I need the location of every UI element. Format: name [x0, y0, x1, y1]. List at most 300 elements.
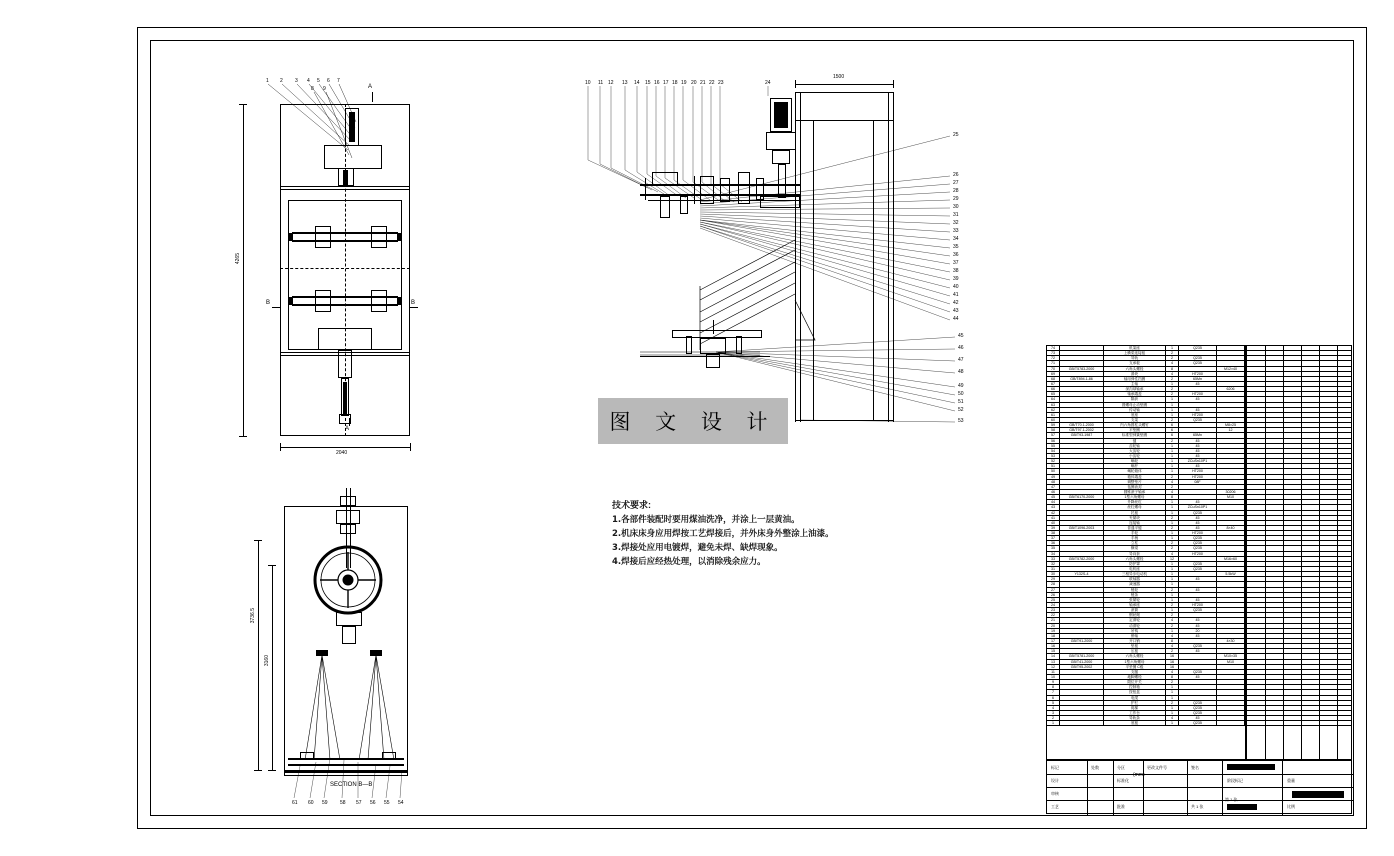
bom-cell-qty: 2 [1166, 541, 1179, 545]
bom-cell-qty: 1 [1166, 711, 1179, 715]
bom-cell-mat: Q235 [1179, 562, 1217, 566]
bom-cell-note [1217, 444, 1245, 448]
bom-cell-name: 减速器 [1104, 582, 1166, 586]
bom-cell-no: 25 [1047, 598, 1060, 602]
bom-cell-no: 35 [1047, 546, 1060, 550]
bom-cell-mat [1179, 593, 1217, 597]
elev-callout-46: 46 [958, 345, 964, 351]
bom-cell-no: 19 [1047, 629, 1060, 633]
bom-cell-name: 护栏 [1104, 701, 1166, 705]
bom-cell-code [1060, 511, 1104, 515]
bom-cell-no: 55 [1047, 444, 1060, 448]
tb-r3-c6: 比例 [1287, 804, 1295, 809]
bom-cell-name: 毡圈油封 [1104, 485, 1166, 489]
bom-cell-note [1217, 675, 1245, 679]
bom-cell-mat: Q235 [1179, 608, 1217, 612]
bom-cell-qty: 8 [1166, 495, 1179, 499]
bom-cell-mat: Q235 [1179, 567, 1217, 571]
bom-cell-qty: 1 [1166, 469, 1179, 473]
bom-cell-qty: 1 [1166, 511, 1179, 515]
bom-cell-mat: 45 [1179, 444, 1217, 448]
bom-cell-mat: 45 [1179, 464, 1217, 468]
bom-cell-mat: Q235 [1179, 511, 1217, 515]
elev-callout-34: 34 [953, 236, 959, 242]
bom-cell-note [1217, 469, 1245, 473]
bom-cell-name: 防护罩 [1104, 562, 1166, 566]
bom-cell-mat: 20 [1179, 629, 1217, 633]
bom-cell-qty: 1 [1166, 685, 1179, 689]
bom-cell-qty: 2 [1166, 588, 1179, 592]
bom-cell-qty: 1 [1166, 413, 1179, 417]
bom-cell-no: 32 [1047, 562, 1060, 566]
elev-callout-23: 23 [718, 80, 724, 86]
notes-item-4: 4.焊接后应经热处理，以消除残余应力。 [612, 557, 766, 567]
elev-callout-42: 42 [953, 300, 959, 306]
bom-cell-no: 20 [1047, 624, 1060, 628]
elev-callout-33: 33 [953, 228, 959, 234]
bom-cell-mat: Q235 [1179, 670, 1217, 674]
bom-cell-note [1217, 382, 1245, 386]
bom-cell-no: 62 [1047, 408, 1060, 412]
bill-of-materials-table [1046, 345, 1246, 760]
bom-cell-note [1217, 613, 1245, 617]
bom-cell-mat: Q235 [1179, 644, 1217, 648]
bom-cell-code [1060, 356, 1104, 360]
bom-cell-code [1060, 613, 1104, 617]
bom-cell-mat: 45 [1179, 577, 1217, 581]
bom-cell-note [1217, 521, 1245, 525]
bom-cell-code: Y132S-4 [1060, 572, 1104, 576]
bom-cell-mat: 45 [1179, 716, 1217, 720]
bom-cell-note [1217, 413, 1245, 417]
bom-cell-note [1217, 475, 1245, 479]
bom-cell-mat: Q235 [1179, 356, 1217, 360]
bom-cell-name: 圆螺母止动垫圈 [1104, 403, 1166, 407]
section-dim-2: 3160 [264, 655, 270, 667]
bom-cell-note [1217, 541, 1245, 545]
bom-cell-note: 6206 [1217, 387, 1245, 391]
bom-cell-mat: HT200 [1179, 552, 1217, 556]
tb-r4-c3: 批准 [1117, 804, 1125, 809]
bom-cell-note [1217, 593, 1245, 597]
bom-cell-note [1217, 577, 1245, 581]
bom-cell-no: 22 [1047, 613, 1060, 617]
bom-cell-code [1060, 397, 1104, 401]
bom-cell-mat [1179, 654, 1217, 658]
bom-cell-code: GB/T5783-2000 [1060, 367, 1104, 371]
bom-cell-name: 1型六角螺母 [1104, 495, 1166, 499]
sec-callout-58: 58 [340, 800, 346, 806]
bom-cell-note [1217, 505, 1245, 509]
bom-cell-no: 1 [1047, 721, 1060, 725]
bom-cell-mat: HT200 [1179, 372, 1217, 376]
elev-callout-25: 25 [953, 132, 959, 138]
bom-cell-no: 51 [1047, 464, 1060, 468]
section-dim-1: 3736.5 [250, 608, 256, 624]
bom-cell-note [1217, 351, 1245, 355]
bom-cell-qty: 4 [1166, 372, 1179, 376]
bom-cell-mat [1179, 613, 1217, 617]
elev-callout-53: 53 [958, 418, 964, 424]
tb-r4-c6: 第 1 张 [1225, 797, 1238, 802]
bom-cell-code [1060, 541, 1104, 545]
bom-row [1047, 721, 1245, 726]
bom-cell-note [1217, 706, 1245, 710]
sec-callout-61: 61 [292, 800, 298, 806]
bom-cell-qty: 1 [1166, 598, 1179, 602]
bom-cell-code [1060, 372, 1104, 376]
bom-cell-name: 张紧轮 [1104, 598, 1166, 602]
bom-cell-no: 60 [1047, 418, 1060, 422]
bom-cell-no: 67 [1047, 382, 1060, 386]
bom-cell-code [1060, 361, 1104, 365]
tb-r1-c1: 标记 [1051, 765, 1059, 770]
bom-cell-mat: 45 [1179, 521, 1217, 525]
bom-cell-no: 73 [1047, 351, 1060, 355]
bom-cell-mat: 45 [1179, 618, 1217, 622]
bom-cell-note [1217, 485, 1245, 489]
bom-cell-name: 调整垫片 [1104, 480, 1166, 484]
bom-cell-mat [1179, 660, 1217, 664]
bom-cell-mat [1179, 485, 1217, 489]
bom-cell-mat [1179, 490, 1217, 494]
plan-callout-9: 9 [323, 86, 326, 92]
bom-cell-code [1060, 521, 1104, 525]
bom-cell-note [1217, 361, 1245, 365]
bom-cell-name: 地脚螺栓 [1104, 675, 1166, 679]
bom-cell-code: GB/T5781-2000 [1060, 654, 1104, 658]
bom-cell-note [1217, 711, 1245, 715]
bom-cell-name: 平垫圈 C级 [1104, 665, 1166, 669]
bom-cell-note: M16×60 [1217, 557, 1245, 561]
bom-cell-no: 33 [1047, 557, 1060, 561]
elev-callout-38: 38 [953, 268, 959, 274]
bom-cell-qty: 1 [1166, 690, 1179, 694]
bom-cell-mat [1179, 572, 1217, 576]
bom-cell-mat [1179, 557, 1217, 561]
bom-cell-note: M10×35 [1217, 654, 1245, 658]
bom-cell-name: 工作台 [1104, 711, 1166, 715]
bom-cell-code [1060, 696, 1104, 700]
bom-cell-qty: 2 [1166, 546, 1179, 550]
bom-cell-qty: 2 [1166, 377, 1179, 381]
bom-cell-qty: 1 [1166, 572, 1179, 576]
bom-grid-row [1247, 721, 1351, 726]
bom-cell-no: 15 [1047, 649, 1060, 653]
bom-cell-code [1060, 500, 1104, 504]
bom-cell-mat: 65Mn [1179, 377, 1217, 381]
bom-cell-code [1060, 536, 1104, 540]
elev-callout-36: 36 [953, 252, 959, 258]
bom-cell-no: 68 [1047, 377, 1060, 381]
bom-cell-note [1217, 670, 1245, 674]
bom-cell-note [1217, 618, 1245, 622]
tb-r4-c1: 工艺 [1051, 804, 1059, 809]
bom-cell-name: 手轮 [1104, 531, 1166, 535]
bom-cell-name: 导轨 [1104, 356, 1166, 360]
elev-callout-50: 50 [958, 391, 964, 397]
bom-cell-no: 5 [1047, 701, 1060, 705]
bom-cell-mat: Q235 [1179, 701, 1217, 705]
bom-cell-code [1060, 588, 1104, 592]
bom-cell-name: 吊钩 [1104, 629, 1166, 633]
bom-extension-grid [1246, 345, 1352, 760]
bom-cell-name: 小齿轮 [1104, 454, 1166, 458]
tb-r2-c5: 阶段标记 [1227, 778, 1243, 783]
bom-cell-mat [1179, 423, 1217, 427]
bom-cell-no: 2 [1047, 716, 1060, 720]
bom-cell-code [1060, 690, 1104, 694]
bom-cell-mat: ZCuSn10P1 [1179, 459, 1217, 463]
bom-cell-name: 底座 [1104, 413, 1166, 417]
bom-cell-no: 56 [1047, 439, 1060, 443]
bom-cell-no: 8 [1047, 685, 1060, 689]
bom-cell-note: M8×25 [1217, 423, 1245, 427]
bom-cell-mat: Q235 [1179, 546, 1217, 550]
bom-cell-name: 限位开关 [1104, 680, 1166, 684]
bom-cell-code [1060, 608, 1104, 612]
bom-cell-note [1217, 531, 1245, 535]
sec-callout-54: 54 [398, 800, 404, 806]
bom-cell-no: 37 [1047, 536, 1060, 540]
bom-cell-mat [1179, 582, 1217, 586]
bom-cell-code [1060, 711, 1104, 715]
watermark-text: 图 文 设 计 [598, 398, 788, 444]
bom-cell-no: 7 [1047, 690, 1060, 694]
bom-cell-qty: 2 [1166, 613, 1179, 617]
bom-cell-note: 4×30 [1217, 639, 1245, 643]
bom-cell-code: GB/T97.1-2002 [1060, 428, 1104, 432]
elev-callout-41: 41 [953, 292, 959, 298]
bom-cell-no: 18 [1047, 634, 1060, 638]
bom-cell-note [1217, 680, 1245, 684]
elev-callout-43: 43 [953, 308, 959, 314]
bom-cell-qty: 2 [1166, 475, 1179, 479]
bom-cell-name: 隔套 [1104, 397, 1166, 401]
bom-cell-mat [1179, 428, 1217, 432]
bom-cell-name: 连接轴 [1104, 521, 1166, 525]
bom-cell-qty: 4 [1166, 634, 1179, 638]
bom-cell-no: 43 [1047, 505, 1060, 509]
bom-cell-name: 齿轮轴 [1104, 444, 1166, 448]
bom-cell-code [1060, 680, 1104, 684]
bom-cell-note [1217, 418, 1245, 422]
bom-cell-mat: 45 [1179, 598, 1217, 602]
bom-cell-note [1217, 634, 1245, 638]
bom-cell-name: 蜗杆 [1104, 464, 1166, 468]
bom-cell-qty: 4 [1166, 618, 1179, 622]
bom-cell-note [1217, 433, 1245, 437]
bom-cell-mat: 45 [1179, 634, 1217, 638]
bom-cell-name: 按钮盒 [1104, 690, 1166, 694]
bom-cell-no: 3 [1047, 711, 1060, 715]
bom-cell-no: 46 [1047, 490, 1060, 494]
bom-cell-note: 30206 [1217, 490, 1245, 494]
bom-cell-qty: 6 [1166, 433, 1179, 437]
bom-cell-code [1060, 403, 1104, 407]
bom-cell-name: 链轮 [1104, 588, 1166, 592]
bom-cell-no: 45 [1047, 495, 1060, 499]
bom-cell-name: 蜗轮箱体 [1104, 469, 1166, 473]
bom-cell-code [1060, 603, 1104, 607]
bom-cell-code [1060, 644, 1104, 648]
bom-cell-name: 三相异步电动机 [1104, 572, 1166, 576]
units-note: (mm) [1133, 772, 1145, 778]
bom-cell-qty: 1 [1166, 567, 1179, 571]
bom-cell-code [1060, 721, 1104, 725]
bom-cell-name: 主轴 [1104, 382, 1166, 386]
elev-callout-21: 21 [700, 80, 706, 86]
bom-cell-code [1060, 516, 1104, 520]
bom-cell-name: 导向套 [1104, 552, 1166, 556]
tb-r1-c4: 更改文件号 [1147, 765, 1167, 770]
bom-cell-name: 支腿 [1104, 670, 1166, 674]
elev-callout-40: 40 [953, 284, 959, 290]
technical-requirements [612, 498, 932, 569]
bom-cell-mat: Q235 [1179, 418, 1217, 422]
bom-cell-note: M12×40 [1217, 367, 1245, 371]
elev-callout-29: 29 [953, 196, 959, 202]
bom-cell-qty: 2 [1166, 485, 1179, 489]
bom-cell-mat [1179, 495, 1217, 499]
bom-cell-note [1217, 464, 1245, 468]
bom-cell-qty: 1 [1166, 536, 1179, 540]
bom-cell-no: 24 [1047, 603, 1060, 607]
bom-cell-no: 12 [1047, 665, 1060, 669]
bom-cell-name: 圆锥滚子轴承 [1104, 490, 1166, 494]
bom-cell-code: GB/T95-2002 [1060, 665, 1104, 669]
bom-cell-note: 12 [1217, 428, 1245, 432]
drawing-sheet: B B A A 4265 2040 1 2 3 4 5 6 7 8 9 1500 10 11 12 13 14 15 16 17 18 19 20 21 22 23 24 25 26 27 28 29 30 31 32 33 34 35 36 37 38 39 40 41 42 43 44 45 46 47 48 49 50 51 52 53 3736.5 3160 SECTION B—B 61 60 59 58 57 56 55 54 图 文 设 计 技术要求: 1.各部件装配时要用煤油洗净，并涂上一层黄油。 2.机床床身应用焊按工艺焊接后，并外床身外整涂上油漆。 3.焊接处应用电镀焊，避免未焊、缺焊现象。 4.焊接后应经热处理，以消除残余应力。 74 机架座 1 Q235 73 上横梁连接板 2 72 导轨 2 Q235 71 支承板 4 Q235 70 GB/T5783-2000 六角头螺栓 8 M12×40 69 滑块 4 HT200 68 GB/T894.1-86 轴用弹性挡圈 2 65Mn 67 主轴 1 45 66 深沟球轴承 2 6206 65 轴承端盖 2 HT200 64 隔套 1 45 63 圆螺母止动垫圈 1 62 传动轴 1 45 61 底座 1 HT200 60 支架 2 Q235 59 GB/T70.1-2000 内六角圆柱头螺钉 6 M8×25 58 GB/T97.1-2002 平垫圈 6 12 57 GB/T93-1987 标准型弹簧垫圈 6 65Mn 56 键 2 45 55 齿轮轴 1 45 54 大齿轮 1 45 53 小齿轮 1 45 52 蜗轮 1 ZCuSn10P1 51 蜗杆 1 45 50 蜗轮箱体 1 HT200 49 箱体端盖 2 HT200 48 调整垫片 4 08F 47 毡圈油封 2 46 圆锥滚子轴承 4 30206 45 GB/T6170-2000 1型六角螺母 8 M10 44 升降丝杠 1 45 43 丝杠螺母 1 ZCuSn10P1 42 托板 1 Q235 41 夹紧块 2 45 40 连接轴 1 45 39 GB/T1096-2003 普通平键 2 45 8×40 38 手轮 1 HT200 37 手柄 1 Q235 36 立柱 2 Q235 35 横梁 2 Q235 34 导向套 4 HT200 33 GB/T5782-2000 六角头螺栓 12 M16×60 32 防护罩 1 Q235 31 电机座 1 Q235 30 Y132S-4 三相异步电动机 1 5.5kW 29 联轴器 1 45 28 减速器 1 27 链轮 2 45 26 链条 1 25 张紧轮 1 45 24 轴承座 2 HT200 23 滚筒 1 Q235 22 钢丝绳 2 21 定滑轮 4 45 20 动滑轮 2 45 19 吊钩 1 20 18 销轴 4 45 17 GB/T91-2000 开口销 8 4×30 16 垫板 4 Q235 15 压板 2 45 14 GB/T5781-2000 六角头螺栓 16 M10×35 13 GB/T41-2000 1型六角螺母 16 M10 12 GB/T95-2002 平垫圈 C级 16 11 支腿 4 Q235 10 地脚螺栓 8 45 9 限位开关 2 8 控制箱 1 7 按钮盒 1 6 电缆 1 5 护栏 2 Q235 4 爬梯 1 Q235 3 工作台 1 Q235 2 导轨条 4 45 1 底板 1 Q235 标记 处数 分区 更改文件号 签名 设计 标准化 阶段标记 重量 审核 比例 工艺 批准 共 1 张 第 1 张 (mm) [0, 0, 1394, 856]
bom-cell-note [1217, 356, 1245, 360]
plan-callout-8: 8 [311, 86, 314, 92]
bom-cell-no: 11 [1047, 670, 1060, 674]
bom-cell-qty: 1 [1166, 397, 1179, 401]
bom-cell-mat: HT200 [1179, 392, 1217, 396]
bom-cell-no: 64 [1047, 397, 1060, 401]
bom-cell-no: 6 [1047, 696, 1060, 700]
bom-cell-code [1060, 392, 1104, 396]
bom-cell-no: 40 [1047, 521, 1060, 525]
bom-cell-mat: Q235 [1179, 536, 1217, 540]
bom-cell-qty: 6 [1166, 423, 1179, 427]
bom-cell-qty: 2 [1166, 649, 1179, 653]
elev-callout-37: 37 [953, 260, 959, 266]
bom-cell-note [1217, 511, 1245, 515]
bom-cell-no: 71 [1047, 361, 1060, 365]
bom-cell-qty: 1 [1166, 562, 1179, 566]
bom-cell-name: 内六角圆柱头螺钉 [1104, 423, 1166, 427]
bom-cell-code [1060, 444, 1104, 448]
bom-cell-no: 70 [1047, 367, 1060, 371]
bom-cell-mat [1179, 403, 1217, 407]
bom-cell-name: 轴用弹性挡圈 [1104, 377, 1166, 381]
bom-cell-qty: 2 [1166, 392, 1179, 396]
bom-cell-qty: 2 [1166, 603, 1179, 607]
bom-cell-mat: 45 [1179, 500, 1217, 504]
bom-cell-qty: 1 [1166, 593, 1179, 597]
bom-cell-qty: 1 [1166, 721, 1179, 725]
bom-cell-qty: 1 [1166, 531, 1179, 535]
elev-callout-26: 26 [953, 172, 959, 178]
sec-callout-60: 60 [308, 800, 314, 806]
bom-cell-name: 丝杠螺母 [1104, 505, 1166, 509]
bom-cell-mat: 45 [1179, 408, 1217, 412]
bom-cell-code [1060, 685, 1104, 689]
bom-cell-qty: 4 [1166, 480, 1179, 484]
bom-cell-code [1060, 567, 1104, 571]
bom-cell-qty: 4 [1166, 716, 1179, 720]
elev-callout-24: 24 [765, 80, 771, 86]
bom-cell-mat: Q235 [1179, 706, 1217, 710]
bom-cell-qty: 1 [1166, 464, 1179, 468]
bom-cell-note [1217, 397, 1245, 401]
bom-cell-mat: HT200 [1179, 603, 1217, 607]
bom-cell-qty: 1 [1166, 582, 1179, 586]
sec-callout-56: 56 [370, 800, 376, 806]
bom-cell-no: 17 [1047, 639, 1060, 643]
tb-r1-c5: 签名 [1191, 765, 1199, 770]
bom-cell-note [1217, 546, 1245, 550]
bom-cell-mat [1179, 665, 1217, 669]
bom-cell-qty: 1 [1166, 454, 1179, 458]
elev-callout-35: 35 [953, 244, 959, 250]
bom-cell-no: 42 [1047, 511, 1060, 515]
elev-callout-22: 22 [709, 80, 715, 86]
bom-cell-code: GB/T41-2000 [1060, 660, 1104, 664]
bom-cell-qty: 2 [1166, 680, 1179, 684]
bom-cell-mat: ZCuSn10P1 [1179, 505, 1217, 509]
elev-callout-19: 19 [681, 80, 687, 86]
bom-cell-code [1060, 454, 1104, 458]
bom-cell-mat [1179, 367, 1217, 371]
bom-cell-code [1060, 593, 1104, 597]
bom-cell-mat: HT200 [1179, 413, 1217, 417]
tb-r2-c6: 重量 [1287, 778, 1295, 783]
bom-cell-qty: 8 [1166, 367, 1179, 371]
bom-cell-qty: 2 [1166, 351, 1179, 355]
bom-cell-name: 夹紧块 [1104, 516, 1166, 520]
bom-cell-qty: 12 [1166, 557, 1179, 561]
bom-cell-name: 导轨条 [1104, 716, 1166, 720]
bom-cell-note: M10 [1217, 660, 1245, 664]
bom-cell-code: GB/T91-2000 [1060, 639, 1104, 643]
bom-cell-qty: 1 [1166, 706, 1179, 710]
bom-cell-code [1060, 716, 1104, 720]
bom-cell-no: 27 [1047, 588, 1060, 592]
elev-callout-12: 12 [608, 80, 614, 86]
elev-callout-30: 30 [953, 204, 959, 210]
elev-callout-14: 14 [634, 80, 640, 86]
bom-cell-name: 垫板 [1104, 644, 1166, 648]
tb-r4-c5: 共 1 张 [1191, 804, 1204, 809]
bom-cell-code [1060, 408, 1104, 412]
plan-callout-1: 1 [266, 78, 269, 84]
bom-cell-qty: 2 [1166, 526, 1179, 530]
bom-cell-note [1217, 685, 1245, 689]
plan-callout-7: 7 [337, 78, 340, 84]
bom-cell-mat [1179, 639, 1217, 643]
bom-cell-qty: 1 [1166, 577, 1179, 581]
bom-cell-note [1217, 644, 1245, 648]
bom-cell-code [1060, 475, 1104, 479]
bom-cell-qty: 2 [1166, 701, 1179, 705]
sec-callout-59: 59 [322, 800, 328, 806]
bom-cell-no: 14 [1047, 654, 1060, 658]
bom-cell-note [1217, 480, 1245, 484]
bom-cell-code [1060, 439, 1104, 443]
bom-cell-code [1060, 459, 1104, 463]
